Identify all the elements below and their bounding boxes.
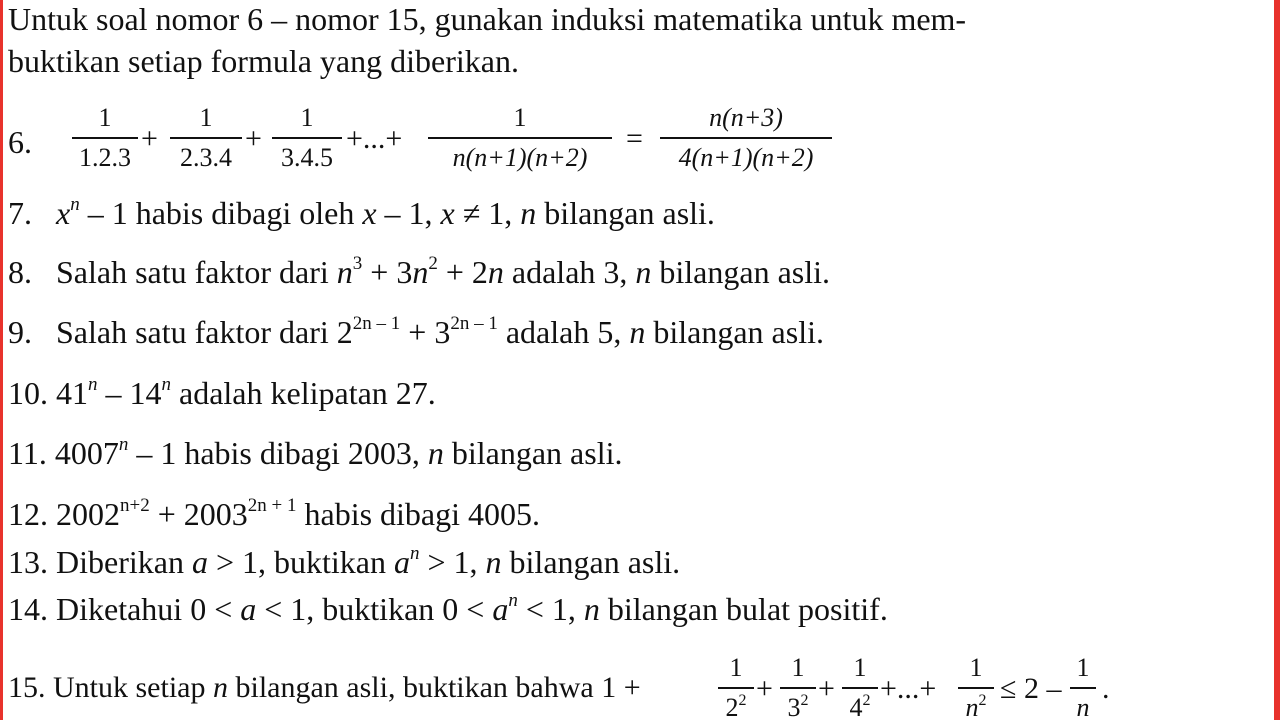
denominator: n(n+1)(n+2) xyxy=(452,143,588,172)
text: bilangan asli. xyxy=(443,435,623,471)
text: – 1, xyxy=(376,195,441,231)
math-var: x xyxy=(56,195,71,231)
exponent: 3 xyxy=(352,253,363,274)
text: adalah 5, xyxy=(497,314,630,350)
text: Salah satu faktor dari 2 xyxy=(56,314,353,350)
math-var: x xyxy=(440,195,455,231)
problem-number: 15. xyxy=(8,671,46,704)
plus-sign: + xyxy=(756,672,773,705)
exponent: 2 xyxy=(428,253,438,274)
text: Untuk setiap xyxy=(53,671,213,704)
denominator xyxy=(788,689,809,720)
math-var: a xyxy=(492,591,509,627)
base: n xyxy=(965,693,979,720)
exponent: n xyxy=(161,374,171,395)
math-var: n xyxy=(635,254,652,290)
text: + 2 xyxy=(437,254,488,290)
exponent: n xyxy=(409,543,420,564)
denominator: 1.2.3 xyxy=(79,143,131,172)
fraction-rhs xyxy=(660,105,832,171)
text: Salah satu faktor dari xyxy=(56,254,337,290)
text: adalah kelipatan 27. xyxy=(171,375,436,411)
math-var: x xyxy=(362,195,377,231)
problem-8 xyxy=(8,253,831,290)
exponent: 2 xyxy=(800,692,809,709)
exponent: n+2 xyxy=(120,495,150,516)
text: < 1, xyxy=(517,591,584,627)
text: bilangan bulat positif. xyxy=(599,591,888,627)
math-var: n xyxy=(629,314,646,350)
exponent: n xyxy=(70,194,80,215)
problem-10 xyxy=(8,374,436,411)
math-var: n xyxy=(212,671,228,704)
problem-14 xyxy=(8,590,888,627)
fraction-term-n xyxy=(958,655,994,720)
base: 3 xyxy=(787,693,801,720)
left-border xyxy=(0,0,3,720)
fraction-term-2 xyxy=(170,105,242,171)
period: . xyxy=(1102,672,1110,705)
problem-12 xyxy=(8,495,541,532)
math-var: n xyxy=(336,254,353,290)
fraction-rhs xyxy=(1070,655,1096,720)
text: adalah 3, xyxy=(503,254,636,290)
numerator: 1 xyxy=(969,653,983,682)
ellipsis-sum: +...+ xyxy=(880,672,937,705)
denominator: 2.3.4 xyxy=(180,143,232,172)
problem-number: 12. xyxy=(8,496,48,532)
intro-line-1: Untuk soal nomor 6 – nomor 15, gunakan induksi matematika untuk mem- xyxy=(8,1,967,37)
exponent: 2n – 1 xyxy=(450,313,498,334)
equals-sign: = xyxy=(626,122,643,155)
denominator xyxy=(726,689,747,720)
problem-number: 8. xyxy=(8,254,32,290)
text: < 1, buktikan 0 < xyxy=(256,591,493,627)
problem-9 xyxy=(8,313,824,350)
text: bilangan asli. xyxy=(651,254,831,290)
text: – 14 xyxy=(97,375,162,411)
numerator: 1 xyxy=(791,653,805,682)
text: bilangan asli. xyxy=(645,314,824,350)
intro-line-2: buktikan setiap formula yang diberikan. xyxy=(8,43,519,79)
problem-number: 6. xyxy=(8,124,32,160)
numerator: 1 xyxy=(199,103,213,132)
problem-13 xyxy=(8,543,681,580)
text: + 3 xyxy=(400,314,451,350)
text: – 1 habis dibagi oleh xyxy=(79,195,363,231)
text: – 1 habis dibagi 2003, xyxy=(128,435,428,471)
exponent: 2 xyxy=(978,692,987,709)
problem-number: 13. xyxy=(8,544,48,580)
fraction-term-1 xyxy=(72,105,138,171)
fraction-term-1 xyxy=(718,655,754,720)
plus-sign: + xyxy=(245,122,262,155)
problem-number: 11. xyxy=(8,435,47,471)
text: bilangan asli. xyxy=(536,195,715,231)
problem-7 xyxy=(8,194,715,231)
denominator: n xyxy=(1076,693,1090,720)
text: 41 xyxy=(56,375,88,411)
base: 2 xyxy=(725,693,739,720)
math-var: a xyxy=(393,544,410,580)
problem-number: 7. xyxy=(8,195,32,231)
text: 2002 xyxy=(56,496,120,532)
numerator: 1 xyxy=(98,103,112,132)
text: 4007 xyxy=(54,435,119,471)
numerator: 1 xyxy=(853,653,867,682)
exponent: 2 xyxy=(862,692,871,709)
right-border xyxy=(1274,0,1280,720)
problem-number: 10. xyxy=(8,375,48,411)
text: + 2003 xyxy=(149,496,248,532)
exponent: 2 xyxy=(738,692,747,709)
numerator: 1 xyxy=(1076,653,1090,682)
numerator: n(n+3) xyxy=(709,103,783,132)
text: Diketahui 0 < xyxy=(56,591,241,627)
text: Diberikan xyxy=(56,544,192,580)
plus-sign: + xyxy=(141,122,158,155)
math-var: n xyxy=(427,435,444,471)
math-var: n xyxy=(520,195,537,231)
problem-11 xyxy=(8,434,623,471)
text: > 1, buktikan xyxy=(207,544,394,580)
math-var: a xyxy=(191,544,208,580)
problem-number: 14. xyxy=(8,591,48,627)
denominator xyxy=(850,689,871,720)
denominator xyxy=(966,689,987,720)
denominator: 4(n+1)(n+2) xyxy=(678,143,814,172)
numerator: 1 xyxy=(729,653,743,682)
text: + 3 xyxy=(362,254,413,290)
fraction-term-n xyxy=(428,105,612,171)
numerator: 1 xyxy=(300,103,314,132)
text: bilangan asli, buktikan bahwa 1 + xyxy=(227,671,641,704)
fraction-term-2 xyxy=(780,655,816,720)
text: habis dibagi 4005. xyxy=(296,496,541,532)
fraction-term-3 xyxy=(842,655,878,720)
problem-number: 9. xyxy=(8,314,32,350)
exponent: n xyxy=(118,434,129,455)
text: bilangan asli. xyxy=(501,544,681,580)
denominator: 3.4.5 xyxy=(281,143,333,172)
math-var: n xyxy=(485,544,502,580)
math-var: n xyxy=(487,254,504,290)
base: 4 xyxy=(849,693,863,720)
text: ≠ 1, xyxy=(454,195,521,231)
math-var: n xyxy=(583,591,600,627)
math-var: a xyxy=(240,591,257,627)
exponent: n xyxy=(88,374,98,395)
math-var: n xyxy=(412,254,429,290)
text: > 1, xyxy=(419,544,486,580)
exponent: n xyxy=(508,590,518,611)
plus-sign: + xyxy=(818,672,835,705)
exponent: 2n – 1 xyxy=(352,313,401,334)
problem-15-text xyxy=(8,673,641,703)
numerator: 1 xyxy=(513,103,527,132)
exponent: 2n + 1 xyxy=(247,495,297,516)
less-equal-expression: ≤ 2 – xyxy=(1000,672,1062,705)
ellipsis-sum: +...+ xyxy=(346,122,403,155)
fraction-term-3 xyxy=(272,105,342,171)
